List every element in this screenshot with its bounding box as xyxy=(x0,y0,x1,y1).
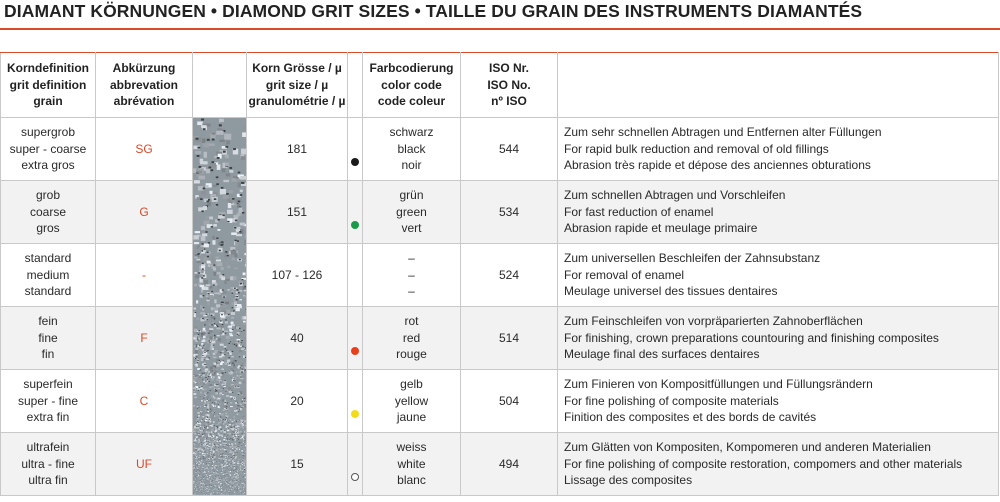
color-dot-icon xyxy=(351,158,359,166)
grain-image xyxy=(193,118,247,181)
color-dot-cell xyxy=(348,433,363,496)
grain-image xyxy=(193,181,247,244)
color-dot-cell xyxy=(348,244,363,307)
table-row xyxy=(1,181,999,244)
grit-size: 151 xyxy=(247,181,348,244)
title-divider xyxy=(0,28,1000,30)
grit-definition: grob coarse gros xyxy=(1,181,96,244)
header-dot xyxy=(348,53,363,118)
grain-image xyxy=(193,433,247,496)
table-row xyxy=(1,433,999,496)
grit-size: 40 xyxy=(247,307,348,370)
color-dot-cell xyxy=(348,181,363,244)
color-dot-cell xyxy=(348,370,363,433)
color-dot-icon xyxy=(351,221,359,229)
description: Zum sehr schnellen Abtragen und Entfernen alter Füllungen For rapid bulk reduction and removal of old fillings Abrasion très rapide et dépose des anciennes obturations xyxy=(558,118,999,181)
grain-image xyxy=(193,244,247,307)
iso-number: 514 xyxy=(461,307,558,370)
header-size: Korn Grösse / µ grit size / µ granulométrie / µ xyxy=(247,53,348,118)
abbreviation: SG xyxy=(96,118,193,181)
table-header-row xyxy=(1,53,999,118)
table-row xyxy=(1,244,999,307)
table-row xyxy=(1,370,999,433)
table-row xyxy=(1,307,999,370)
abbreviation: C xyxy=(96,370,193,433)
color-dot-cell xyxy=(348,118,363,181)
color-code: schwarz black noir xyxy=(363,118,461,181)
description: Zum Feinschleifen von vorpräparierten Zahnoberflächen For finishing, crown preparations countouring and finishing composites Meulage final des surfaces dentaires xyxy=(558,307,999,370)
grit-table xyxy=(0,52,999,496)
header-abbreviation: Abkürzung abbrevation abrévation xyxy=(96,53,193,118)
header-image xyxy=(193,53,247,118)
color-dot-icon xyxy=(351,410,359,418)
description: Zum universellen Beschleifen der Zahnsubstanz For removal of enamel Meulage universel des tissues dentaires xyxy=(558,244,999,307)
color-code: grün green vert xyxy=(363,181,461,244)
header-definition: Korndefinition grit definition grain xyxy=(1,53,96,118)
color-dot-cell xyxy=(348,307,363,370)
grit-definition: ultrafein ultra - fine ultra fin xyxy=(1,433,96,496)
description: Zum Finieren von Kompositfüllungen und Füllungsrändern For fine polishing of composite materials Finition des composites et des bords de cavités xyxy=(558,370,999,433)
table-row xyxy=(1,118,999,181)
iso-number: 494 xyxy=(461,433,558,496)
grit-size: 181 xyxy=(247,118,348,181)
header-description xyxy=(558,53,999,118)
abbreviation: F xyxy=(96,307,193,370)
grit-definition: fein fine fin xyxy=(1,307,96,370)
page-title: DIAMANT KÖRNUNGEN • DIAMOND GRIT SIZES • TAILLE DU GRAIN DES INSTRUMENTS DIAMANTÉS xyxy=(4,1,863,21)
grit-definition: standard medium standard xyxy=(1,244,96,307)
iso-number: 544 xyxy=(461,118,558,181)
color-code: gelb yellow jaune xyxy=(363,370,461,433)
grain-image xyxy=(193,370,247,433)
iso-number: 524 xyxy=(461,244,558,307)
description: Zum schnellen Abtragen und Vorschleifen For fast reduction of enamel Abrasion rapide et meulage primaire xyxy=(558,181,999,244)
description: Zum Glätten von Kompositen, Kompomeren und anderen Materialien For fine polishing of composite restoration, compomers and other materials Lissage des composites xyxy=(558,433,999,496)
header-iso: ISO Nr. ISO No. nº ISO xyxy=(461,53,558,118)
color-dot-icon xyxy=(351,473,359,481)
iso-number: 504 xyxy=(461,370,558,433)
abbreviation: UF xyxy=(96,433,193,496)
color-code: weiss white blanc xyxy=(363,433,461,496)
grit-definition: superfein super - fine extra fin xyxy=(1,370,96,433)
color-code: – – – xyxy=(363,244,461,307)
color-dot-icon xyxy=(351,347,359,355)
grain-image xyxy=(193,307,247,370)
grit-size: 20 xyxy=(247,370,348,433)
iso-number: 534 xyxy=(461,181,558,244)
grit-size: 15 xyxy=(247,433,348,496)
abbreviation: - xyxy=(96,244,193,307)
header-color: Farbcodierung color code code coleur xyxy=(363,53,461,118)
color-code: rot red rouge xyxy=(363,307,461,370)
abbreviation: G xyxy=(96,181,193,244)
grit-size: 107 - 126 xyxy=(247,244,348,307)
grit-definition: supergrob super - coarse extra gros xyxy=(1,118,96,181)
